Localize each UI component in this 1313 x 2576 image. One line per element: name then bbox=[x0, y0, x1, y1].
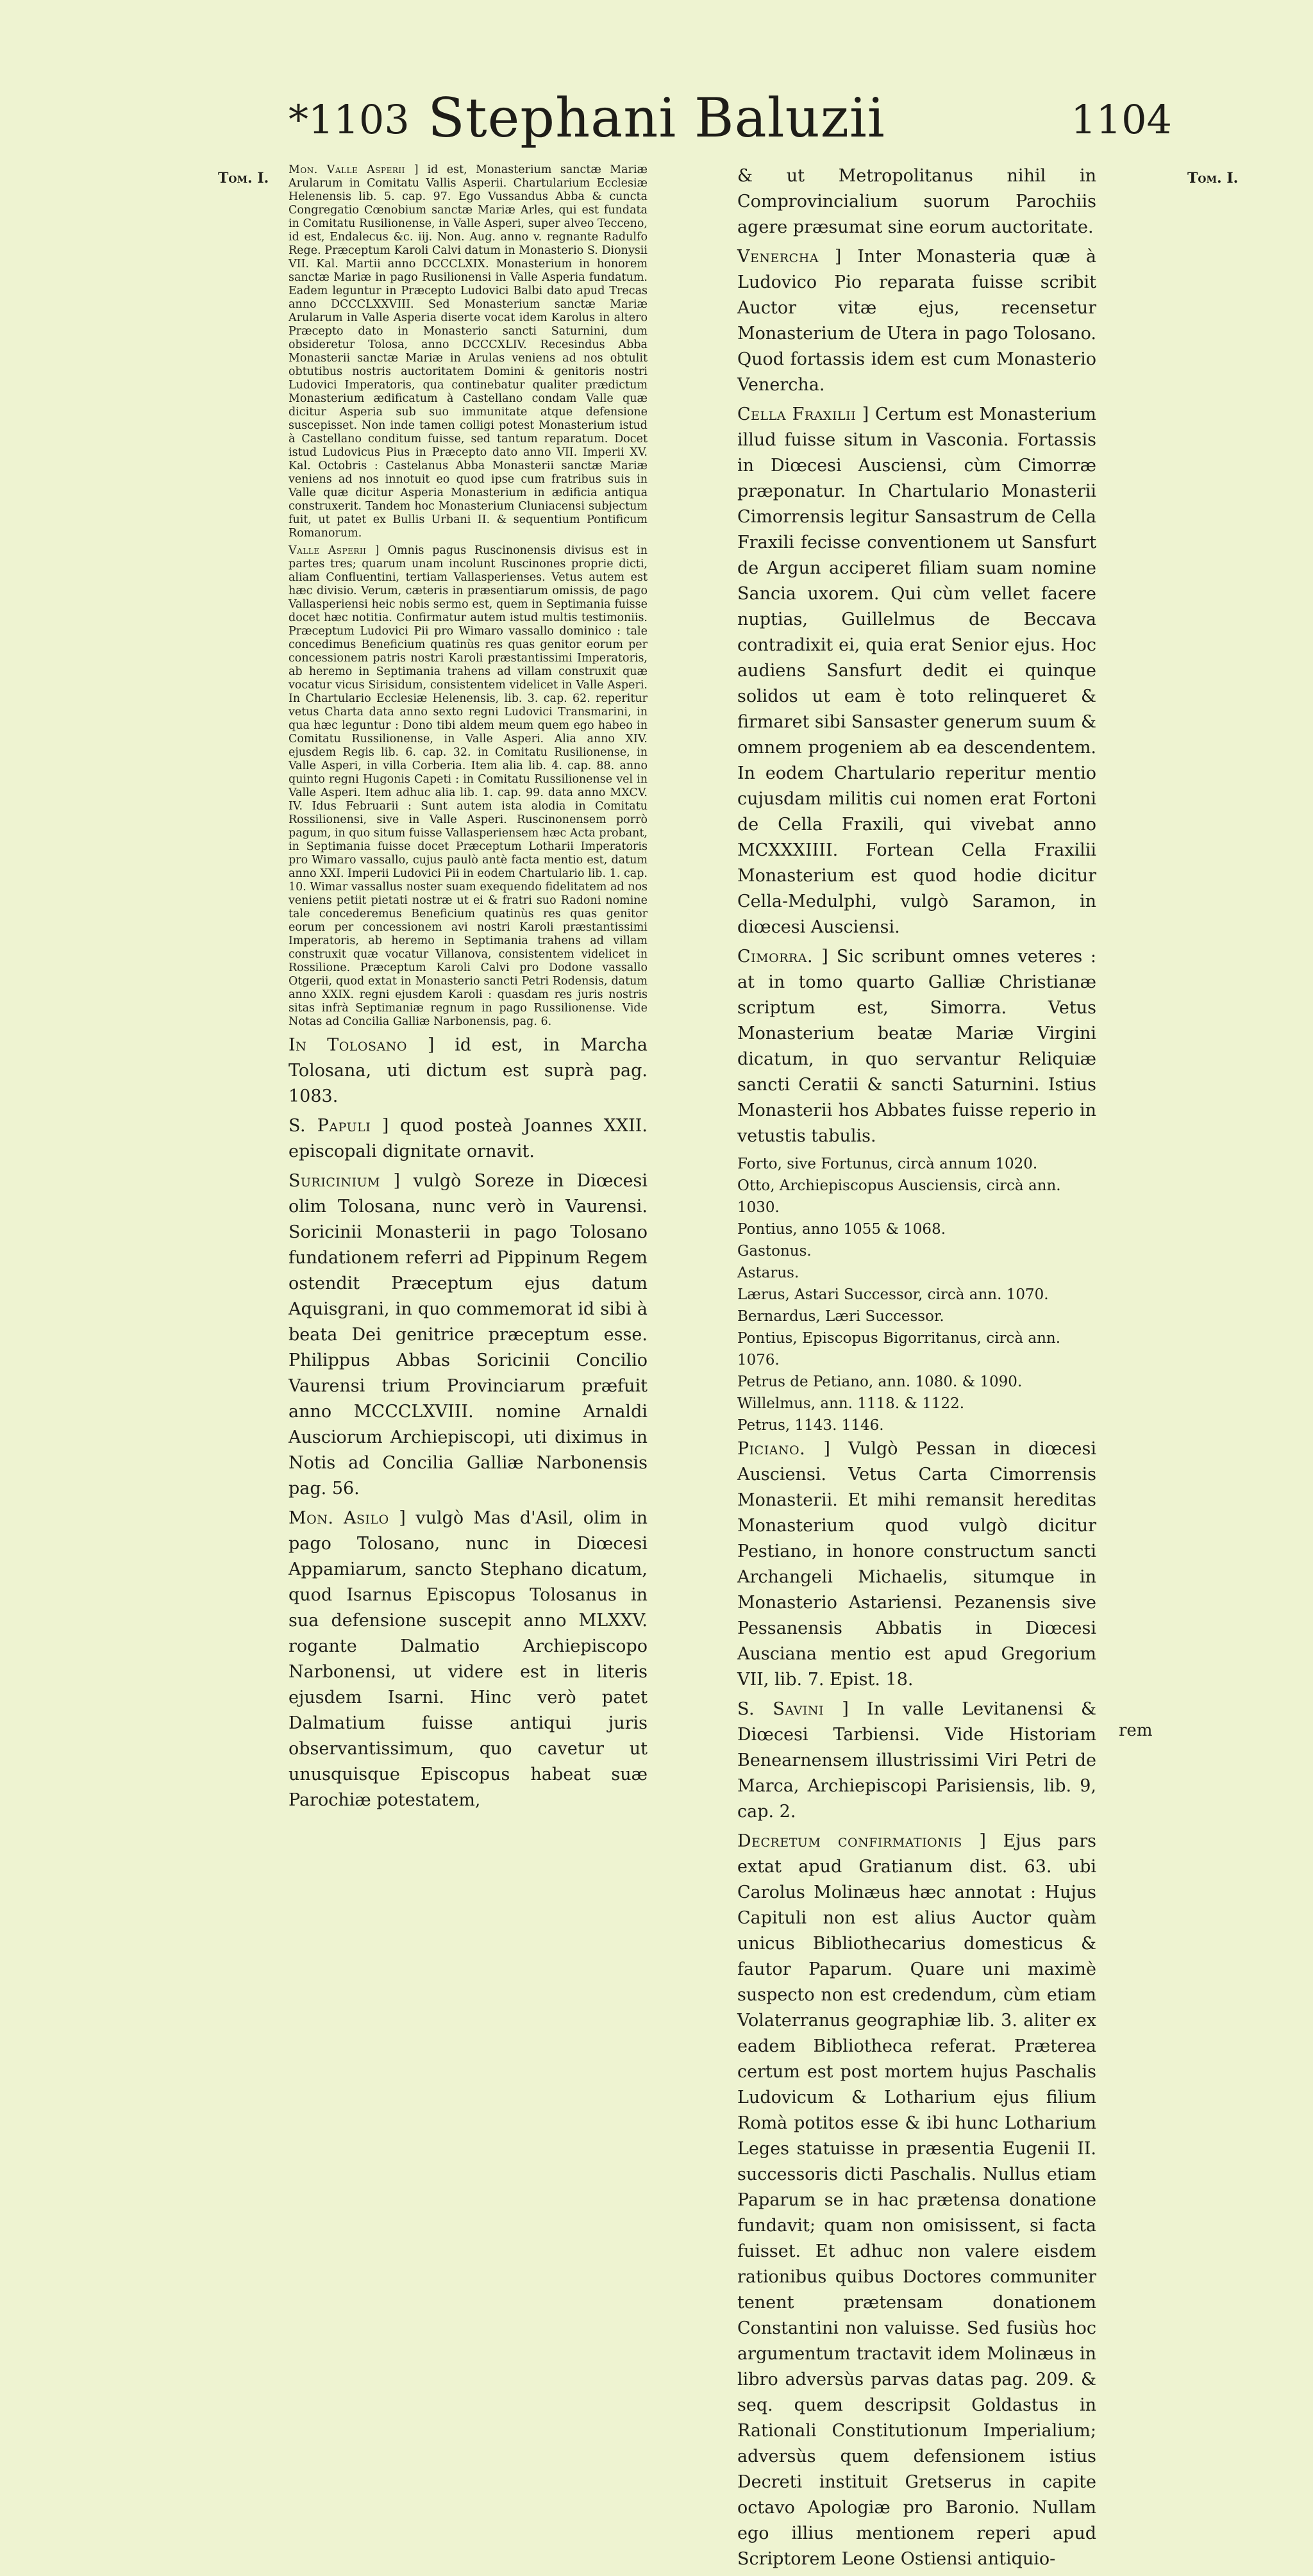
paragraph-text: quod posteà Joannes XXII. episcopali dignitate ornavit. bbox=[289, 1116, 648, 1161]
paragraph bbox=[737, 163, 1096, 240]
lemma-heading: Suricinium ] bbox=[289, 1171, 401, 1191]
page-number-right: 1104 bbox=[1071, 96, 1172, 143]
paragraph-text: & ut Metropolitanus nihil in Comprovincialium suorum Parochiis agere præsumat sine eorum auctoritate. bbox=[737, 166, 1096, 237]
abbot-list-item: Gastonus. bbox=[737, 1243, 812, 1259]
paragraph bbox=[289, 1033, 648, 1109]
paragraph bbox=[289, 544, 648, 1029]
volume-marker-right: Tom. I. bbox=[1187, 170, 1239, 187]
abbot-list-item: Astarus. bbox=[737, 1265, 799, 1281]
paragraph bbox=[737, 1829, 1096, 2572]
lemma-heading: S. Savini ] bbox=[737, 1699, 849, 1719]
paragraph-text: vulgò Soreze in Diœcesi olim Tolosana, nunc verò in Vaurensi. Soricinii Monasterii in pago Tolosano fundationem referri ad Pippinum Regem ostendit Præceptum ejus datum Aquisgrani, in quo commemorat id sibi à beata Dei genitrice præceptum esse. Philippus Abbas Soricinii Concilio Vaurensi trium Provinciarum præfuit anno MCCCLXVIII. nomine Arnaldi Ausciorum Archiepiscopi, uti diximus in Notis ad Concilia Galliæ Narbonensis pag. 56. bbox=[289, 1171, 648, 1499]
lemma-heading: Cella Fraxilii ] bbox=[737, 404, 869, 424]
abbot-list-item: Pontius, Episcopus Bigorritanus, circà ann. 1076. bbox=[737, 1330, 1061, 1368]
right-column bbox=[737, 163, 1096, 2576]
paragraph bbox=[737, 402, 1096, 940]
abbot-list-item: Otto, Archiepiscopus Ausciensis, circà ann. 1030. bbox=[737, 1177, 1061, 1216]
paragraph bbox=[737, 244, 1096, 398]
paragraph-text: Vulgò Pessan in diœcesi Ausciensi. Vetus Carta Cimorrensis Monasterii. Et mihi remansit hereditas Monasterium quod vulgò dicitur Pestiano, in honore constructum sancti Archangeli Michaelis, situmque in Monasterio Astariensi. Pezanensis sive Pessanensis Abbatis in Diœcesi Ausciana mentio est apud Gregorium VII, lib. 7. Epist. 18. bbox=[737, 1439, 1096, 1690]
paragraph bbox=[737, 1697, 1096, 1825]
paragraph-text: Certum est Monasterium illud fuisse situm in Vasconia. Fortassis in Diœcesi Ausciensi, cùm Cimorræ præponatur. In Chartulario Monasterii Cimorrensis legitur Sansastrum de Cella Fraxili fecisse conventionem ut Sansfurt de Argun acciperet filiam suam nomine Sancia uxorem. Qui cùm vellet facere nuptias, Guillelmus de Beccava contradixit ei, quia erat Senior ejus. Hoc audiens Sansfurt dedit ei quinque solidos ut eam è toto relinqueret & firmaret sibi Sansaster generum suum & omnem progeniem ab ea descendentem. In eodem Chartulario reperitur mentio cujusdam militis cui nomen erat Fortoni de Cella Fraxili, qui vivebat anno MCXXXIIII. Fortean Cella Fraxilii Monasterium est quod hodie dicitur Cella-Medulphi, vulgò Saramon, in diœcesi Ausciensi. bbox=[737, 404, 1096, 937]
page-number-left: *1103 bbox=[289, 96, 410, 143]
lemma-heading: Valle Asperii ] bbox=[289, 544, 380, 557]
paragraph bbox=[737, 944, 1096, 1149]
paragraph-text: vulgò Mas d'Asil, olim in pago Tolosano, nunc in Diœcesi Appamiarum, sancto Stephano dicatum, quod Isarnus Episcopus Tolosanus in sua defensione suscepit anno MLXXV. rogante Dalmatio Archiepiscopo Narbonensi, ut videre est in literis ejusdem Isarni. Hinc verò patet Dalmatium fuisse antiqui juris observantissimum, quo cavetur ut unusquisque Episcopus habeat suæ Parochiæ potestatem, bbox=[289, 1508, 648, 1810]
abbot-list-item: Petrus, 1143. 1146. bbox=[737, 1417, 884, 1434]
catchword: rem bbox=[1119, 1721, 1153, 1740]
paragraph-text: id est, in Marcha Tolosana, uti dictum est suprà pag. 1083. bbox=[289, 1035, 648, 1106]
paragraph-text: Inter Monasteria quæ à Ludovico Pio reparata fuisse scribit Auctor vitæ ejus, recensetur Monasterium de Utera in pago Tolosano. Quod fortassis idem est cum Monasterio Venercha. bbox=[737, 247, 1096, 395]
paragraph bbox=[289, 1168, 648, 1502]
volume-marker-left: Tom. I. bbox=[218, 170, 269, 187]
lemma-heading: Mon. Valle Asperii ] bbox=[289, 163, 419, 176]
lemma-heading: Cimorra. ] bbox=[737, 947, 829, 967]
lemma-heading: Piciano. ] bbox=[737, 1439, 831, 1459]
left-column bbox=[289, 163, 648, 1817]
lemma-heading: S. Papuli ] bbox=[289, 1116, 389, 1136]
lemma-heading: Decretum confirmationis ] bbox=[737, 1831, 987, 1851]
abbot-list-item: Bernardus, Læri Successor. bbox=[737, 1308, 944, 1325]
lemma-heading: Venercha ] bbox=[737, 247, 842, 267]
paragraph bbox=[289, 163, 648, 540]
paragraph-text: Sic scribunt omnes veteres : at in tomo quarto Galliæ Christianæ scriptum est, Simorra. Vetus Monasterium beatæ Mariæ Virgini dicatum, in quo servantur Reliquiæ sancti Ceratii & sancti Saturnini. Istius Monasterii hos Abbates fuisse reperio in vetustis tabulis. bbox=[737, 947, 1096, 1146]
page-title: Stephani Baluzii bbox=[428, 87, 885, 149]
paragraph bbox=[289, 1506, 648, 1813]
abbot-list-item: Willelmus, ann. 1118. & 1122. bbox=[737, 1395, 965, 1412]
paragraph-text: In valle Levitanensi & Diœcesi Tarbiensi. Vide Historiam Benearnensem illustrissimi Viri Petri de Marca, Archiepiscopi Parisiensis, lib. 9, cap. 2. bbox=[737, 1699, 1096, 1822]
abbot-list-item: Forto, sive Fortunus, circà annum 1020. bbox=[737, 1156, 1038, 1172]
paragraph bbox=[737, 1436, 1096, 1693]
abbot-list-item: Lærus, Astari Successor, circà ann. 1070. bbox=[737, 1286, 1049, 1303]
abbot-list-item: Pontius, anno 1055 & 1068. bbox=[737, 1221, 946, 1238]
paragraph-text: id est, Monasterium sanctæ Mariæ Arularum in Comitatu Vallis Asperii. Chartularium Ecclesiæ Helenensis lib. 5. cap. 97. Ego Vussandus Abba & cuncta Congregatio Cœnobium sanctæ Mariæ Arles, qui est fundata in Comitatu Rusilionense, in Valle Asperi, super alveo Tecceno, id est, Endalecus &c. iij. Non. Aug. anno v. regnante Radulfo Rege. Præceptum Karoli Calvi datum in Monasterio S. Dionysii VII. Kal. Martii anno DCCCLXIX. Monasterium in honorem sanctæ Mariæ in pago Rusilionensi in Valle Asperia fundatum. Eadem leguntur in Præcepto Ludovici Balbi dato apud Trecas anno DCCCLXXVIII. Sed Monasterium sanctæ Mariæ Arularum in Valle Asperia diserte vocat idem Karolus in altero Præcepto dato in Monasterio sancti Saturnini, dum obsideretur Tolosa, anno DCCCXLIV. Recesindus Abba Monasterii sanctæ Mariæ in Arulas veniens ad nos obtulit obtutibus nostris auctoritatem Domini & genitoris nostri Ludovici Imperatoris, qua continebatur qualiter prædictum Monasterium ædificatum à Castellano condam Valle quæ dicitur Asperia sub suo immunitate atque defensione suscepisset. Non inde tamen colligi potest Monasterium istud à Castellano conditum fuisse, sed tantum reparatum. Docet istud Ludovicus Pius in Præcepto dato anno VII. Imperii XV. Kal. Octobris : Castelanus Abba Monasterii sanctæ Mariæ veniens ad nos innotuit eo quod ipse cum fratribus suis in Valle quæ dicitur Asperia Monasterium in ædificia antiqua construxerit. Tandem hoc Monasterium Cluniacensi subjectum fuit, ut patet ex Bullis Urbani II. & sequentium Pontificum Romanorum. bbox=[289, 163, 648, 540]
abbot-list-item: Petrus de Petiano, ann. 1080. & 1090. bbox=[737, 1374, 1023, 1390]
paragraph-text: Ejus pars extat apud Gratianum dist. 63. ubi Carolus Molinæus hæc annotat : Hujus Capituli non est alius Auctor quàm unicus Bibliothecarius domesticus & fautor Paparum. Quare uni maximè suspecto non est credendum, cùm etiam Volaterranus geographiæ lib. 3. aliter ex eadem Bibliotheca referat. Præterea certum est post mortem hujus Paschalis Ludovicum & Lotharium ejus filium Romà potitos esse & ibi hunc Lotharium Leges statuisse in præsentia Eugenii II. successoris dicti Paschalis. Nullus etiam Paparum se in hac prætensa donatione fundavit; quam non omisissent, si facta fuisset. Et adhuc non valere eisdem rationibus quibus Doctores communiter tenent prætensam donationem Constantini non valuisse. Sed fusiùs hoc argumentum tractavit idem Molinæus in libro adversùs parvas datas pag. 209. & seq. quem descripsit Goldastus in Rationali Constitutionum Imperialium; adversùs quem defensionem istius Decreti instituit Gretserus in capite octavo Apologiæ pro Baronio. Nullam ego illius mentionem reperi apud Scriptorem Leone Ostiensi antiquio- bbox=[737, 1831, 1097, 2569]
lemma-heading: Mon. Asilo ] bbox=[289, 1508, 406, 1528]
paragraph bbox=[289, 1113, 648, 1165]
paragraph-text: Omnis pagus Ruscinonensis divisus est in partes tres; quarum unam incolunt Ruscinones proprie dicti, aliam Confluentini, tertiam Vallasperienses. Vetus autem est hæc divisio. Verum, cæteris in præsentiarum omissis, de pago Vallasperiensi heic nobis sermo est, quem in Septimania fuisse docet hæc notitia. Confirmatur autem istud multis testimoniis. Præceptum Ludovici Pii pro Wimaro vassallo dominico : tale concedimus Beneficium quatinùs res quas genitor eorum per concessionem patris nostri Karoli præstantissimi Imperatoris, ab heremo in Septimania trahens ad villam construxit quæ vocatur vicus Sirisidum, consistentem videlicet in Valle Asperi. In Chartulario Ecclesiæ Helenensis, lib. 3. cap. 62. reperitur vetus Charta data anno sexto regni Ludovici Transmarini, in qua hæc leguntur : Dono tibi aldem meum quem ego habeo in Comitatu Russilionense, in Valle Asperi. Alia anno XIV. ejusdem Regis lib. 6. cap. 32. in Comitatu Rusilionense, in Valle Asperi, in villa Corberia. Item alia lib. 4. cap. 88. anno quinto regni Hugonis Capeti : in Comitatu Russilionense vel in Valle Asperi. Item adhuc alia lib. 1. cap. 99. data anno MXCV. IV. Idus Februarii : Sunt autem ista alodia in Comitatu Rossilionensi, sive in Valle Asperi. Ruscinonensem porrò pagum, in quo situm fuisse Vallasperiensem hæc Acta probant, in Septimania fuisse docet Præceptum Lotharii Imperatoris pro Wimaro vassallo, cujus paulò antè facta mentio est, datum anno XXI. Imperii Ludovici Pii in eodem Chartulario lib. 1. cap. 10. Wimar vassallus noster suam exequendo fidelitatem ad nos veniens petiit pietati nostræ ut ei & fratri suo Radoni nomine tale concederemus Beneficium quatinùs res quas genitor eorum per concessionem avi nostri Karoli præstantissimi Imperatoris, ab heremo in Septimania trahens ad villam construxit quæ vocatur Villanova, consistentem videlicet in Rossilione. Præceptum Karoli Calvi pro Dodone vassallo Otgerii, quod extat in Monasterio sancti Petri Rodensis, datum anno XXIX. regni ejusdem Karoli : quasdam res juris nostris sitas infrà Septimaniæ regnum in pago Russilionense. Vide Notas ad Concilia Galliæ Narbonensis, pag. 6. bbox=[289, 544, 648, 1028]
lemma-heading: In Tolosano ] bbox=[289, 1035, 435, 1055]
